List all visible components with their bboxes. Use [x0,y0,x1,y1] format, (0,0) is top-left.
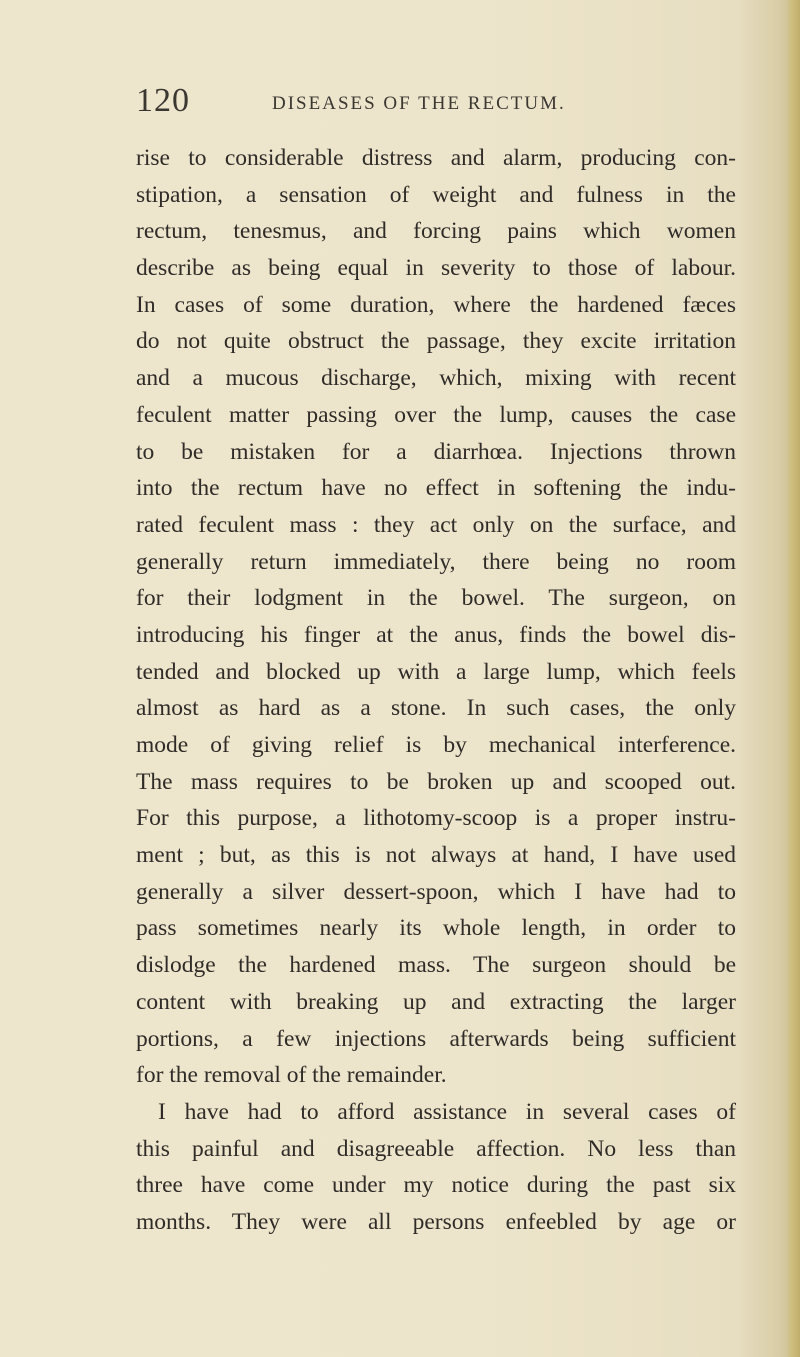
paragraph-end-line: for the removal of the remainder. [136,1062,447,1089]
text-line: three have come under my notice during the past six [136,1172,736,1199]
text-line: to be mistaken for a diarrhœa. Injections thrown [136,438,736,465]
text-line: pass sometimes nearly its whole length, in order to [136,915,736,942]
text-line: dislodge the hardened mass. The surgeon should be [136,952,736,979]
text-line: this painful and disagreeable affection. No less than [136,1135,736,1162]
text-line: do not quite obstruct the passage, they excite irritation [136,328,736,355]
text-line: feculent matter passing over the lump, causes the case [136,401,736,428]
page-number: 120 [136,82,190,119]
text-line: rectum, tenesmus, and forcing pains which women [136,218,736,245]
text-line: rated feculent mass : they act only on the surface, and [136,511,736,538]
text-line: ment ; but, as this is not always at hand, I have used [136,842,736,869]
text-line: content with breaking up and extracting the larger [136,988,736,1015]
body-text [136,140,736,1241]
text-line: generally return immediately, there being no room [136,548,736,575]
text-line: stipation, a sensation of weight and fulness in the [136,181,736,208]
text-line: tended and blocked up with a large lump, which feels [136,658,736,685]
text-line: for their lodgment in the bowel. The surgeon, on [136,585,736,612]
paragraph-start-line: I have had to afford assistance in several cases of [158,1098,736,1125]
text-line: into the rectum have no effect in softening the indu- [136,475,736,502]
text-line: rise to considerable distress and alarm, producing con- [136,145,736,171]
text-line: months. They were all persons enfeebled by age or [136,1208,736,1235]
running-head: DISEASES OF THE RECTUM. [272,93,566,114]
text-line: describe as being equal in severity to those of labour. [136,255,736,282]
page-header [0,82,800,132]
text-line: portions, a few injections afterwards being sufficient [136,1025,736,1052]
text-line: In cases of some duration, where the hardened fæces [136,291,736,318]
text-line: introducing his finger at the anus, finds the bowel dis- [136,621,736,648]
text-line: and a mucous discharge, which, mixing with recent [136,365,736,392]
text-line: generally a silver dessert-spoon, which I have had to [136,878,736,905]
text-line: mode of giving relief is by mechanical interference. [136,732,736,758]
text-line: almost as hard as a stone. In such cases, the only [136,695,736,722]
page-edge [786,0,800,1357]
text-line: For this purpose, a lithotomy-scoop is a proper instru- [136,805,736,832]
text-line: The mass requires to be broken up and scooped out. [136,768,736,795]
